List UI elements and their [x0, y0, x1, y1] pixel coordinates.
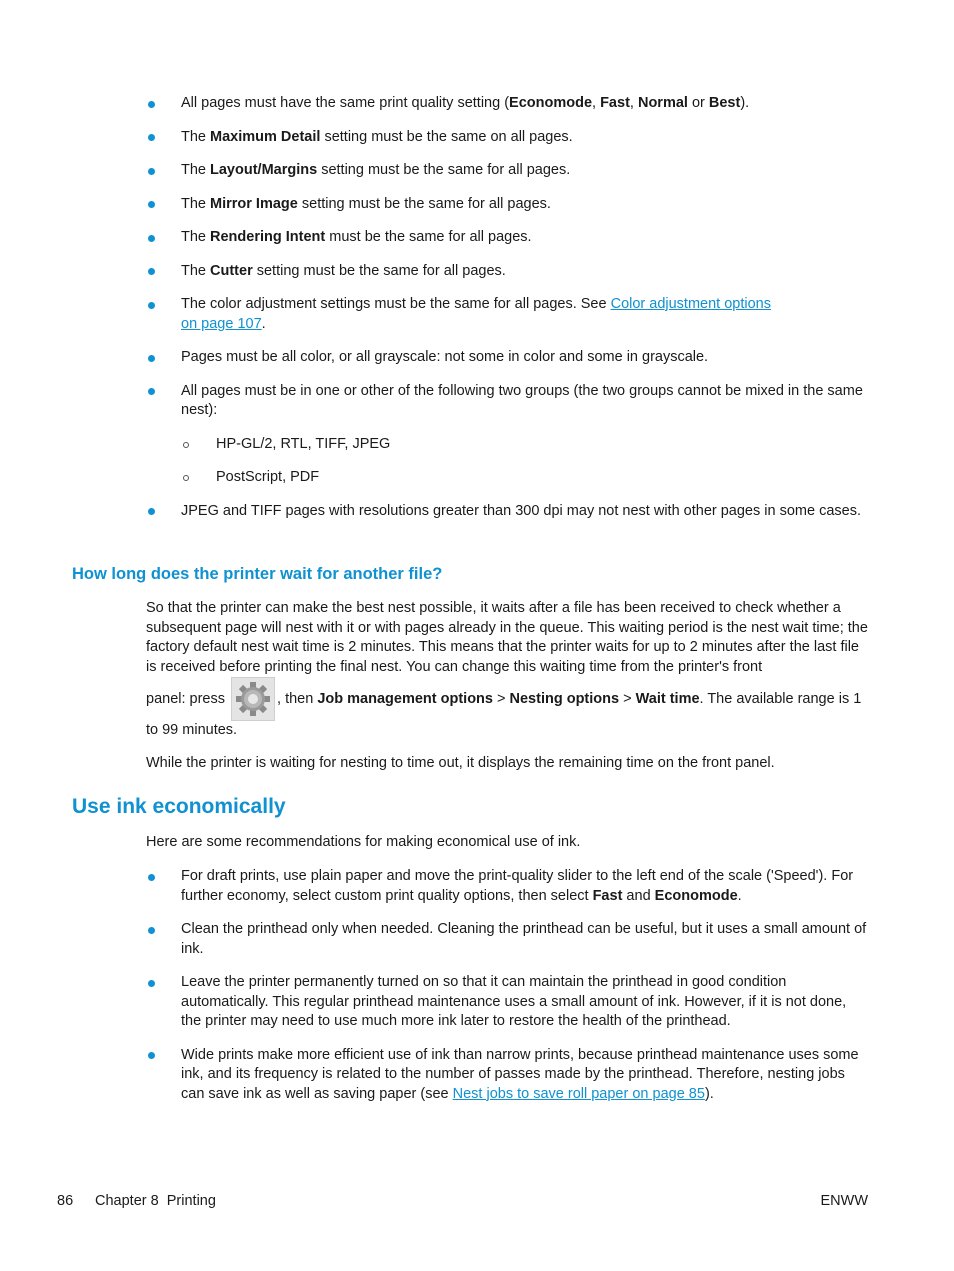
list-item-text: The color adjustment settings must be the same for all pages. See Color adjustment options on page 107.	[181, 296, 771, 332]
cross-reference-link[interactable]: Color adjustment options	[610, 296, 771, 312]
list-item-text: All pages must be in one or other of the following two groups (the two groups cannot be mixed in the same nest):	[181, 382, 863, 418]
bullet-icon	[148, 302, 155, 309]
paragraph-wait-display: While the printer is waiting for nesting to time out, it displays the remaining time on the front panel.	[146, 755, 775, 771]
list-item-text: Wide prints make more efficient use of ink than narrow prints, because printhead maintenance uses some ink, and its frequency is related to the number of passes made by the printhead. Therefore, nesting jobs can save ink as well as saving paper (see Nest jobs to save roll paper on page 85).	[181, 1046, 859, 1102]
paragraph-ink-intro: Here are some recommendations for making economical use of ink.	[146, 834, 581, 850]
setting-name: Economode	[509, 95, 593, 111]
setting-name: Fast	[592, 887, 623, 904]
bullet-icon	[148, 355, 155, 362]
menu-wait-time: Wait time	[635, 690, 700, 707]
list-item-text: The Mirror Image setting must be the same for all pages.	[181, 195, 551, 212]
setting-name: Mirror Image	[210, 195, 298, 212]
list-item	[146, 228, 870, 248]
list-item	[146, 128, 870, 148]
menu-job-management: Job management options	[317, 690, 493, 707]
bullet-icon	[148, 874, 155, 881]
footer-locale: ENWW	[820, 1193, 868, 1209]
gear-icon	[231, 677, 275, 721]
cross-reference-link[interactable]: Nest jobs to save roll paper on page 85	[452, 1085, 705, 1102]
bullet-icon	[148, 1052, 155, 1059]
bullet-icon	[148, 101, 155, 108]
circle-bullet-icon	[183, 475, 189, 481]
ink-recommendations-list	[146, 867, 870, 1118]
paragraph-wait-explanation: So that the printer can make the best nest possible, it waits after a file has been received to check whether a subsequent page will nest with it or with pages already in the queue. This waiting period is the nest wait time; the factory default nest wait time is 2 minutes. This means that the printer waits for up to 2 minutes after the last file is received before printing the final nest. You can change this waiting time from the printer's front	[146, 600, 868, 675]
bullet-icon	[148, 927, 155, 934]
sub-list	[146, 435, 870, 488]
bullet-icon	[148, 980, 155, 987]
sub-list-item: HP-GL/2, RTL, TIFF, JPEG	[146, 435, 870, 455]
bullet-icon	[148, 388, 155, 395]
setting-name: Fast	[600, 95, 630, 111]
list-item-text: Pages must be all color, or all grayscale: not some in color and some in grayscale.	[181, 349, 709, 365]
nesting-requirements-list	[146, 94, 870, 535]
bullet-icon	[148, 508, 155, 515]
list-item-text: The Rendering Intent must be the same for all pages.	[181, 229, 532, 245]
setting-name: Economode	[654, 887, 738, 904]
cross-reference-link[interactable]: on page 107	[181, 315, 262, 332]
list-item	[146, 382, 870, 421]
paragraph-panel-instructions: panel: press , then Job management options > Nesting options > Wait time. The available range is 1	[146, 677, 870, 721]
setting-name: Layout/Margins	[210, 162, 318, 178]
bullet-icon	[148, 134, 155, 141]
list-item	[146, 262, 870, 282]
list-item	[146, 195, 870, 215]
setting-name: Rendering Intent	[210, 229, 326, 245]
section-heading-ink: Use ink economically	[72, 795, 286, 818]
list-item-text: The Maximum Detail setting must be the same on all pages.	[181, 128, 573, 145]
bullet-icon	[148, 268, 155, 275]
setting-name: Normal	[637, 95, 688, 111]
bullet-icon	[148, 201, 155, 208]
list-item	[146, 94, 870, 114]
setting-name: Maximum Detail	[210, 128, 321, 145]
circle-bullet-icon	[183, 442, 189, 448]
list-item	[146, 973, 870, 1032]
list-item	[146, 1046, 870, 1105]
list-item	[146, 161, 870, 181]
list-item-text: JPEG and TIFF pages with resolutions greater than 300 dpi may not nest with other pages in some cases.	[181, 502, 861, 519]
list-item-text: For draft prints, use plain paper and move the print-quality slider to the left end of the scale ('Speed'). For further economy, select custom print quality options, then select Fast and Economode.	[181, 868, 854, 904]
section-heading-wait: How long does the printer wait for another file?	[72, 565, 443, 583]
footer-chapter: Chapter 8 Printing	[95, 1193, 216, 1209]
setting-name: Best	[708, 95, 741, 111]
menu-nesting-options: Nesting options	[509, 690, 620, 707]
list-item-text: Leave the printer permanently turned on so that it can maintain the printhead in good condition automatically. This regular printhead maintenance uses a small amount of ink. However, if it is not done, the printer may need to use much more ink later to restore the health of the printhead.	[181, 974, 847, 1029]
footer-page-number: 86	[57, 1193, 74, 1209]
list-item-text: The Cutter setting must be the same for all pages.	[181, 262, 506, 279]
list-item	[146, 295, 870, 334]
sub-list-item: PostScript, PDF	[146, 468, 870, 488]
list-item	[146, 920, 870, 959]
list-item	[146, 348, 870, 368]
list-item	[146, 867, 870, 906]
list-item-text: All pages must have the same print quality setting (Economode, Fast, Normal or Best).	[181, 95, 750, 111]
paragraph-range-end: to 99 minutes.	[146, 722, 238, 738]
bullet-icon	[148, 168, 155, 175]
list-item	[146, 502, 870, 522]
bullet-icon	[148, 235, 155, 242]
list-item-text: Clean the printhead only when needed. Cleaning the printhead can be useful, but it uses a small amount of ink.	[181, 921, 867, 957]
setting-name: Cutter	[210, 262, 253, 279]
list-item-text: The Layout/Margins setting must be the same for all pages.	[181, 162, 571, 178]
